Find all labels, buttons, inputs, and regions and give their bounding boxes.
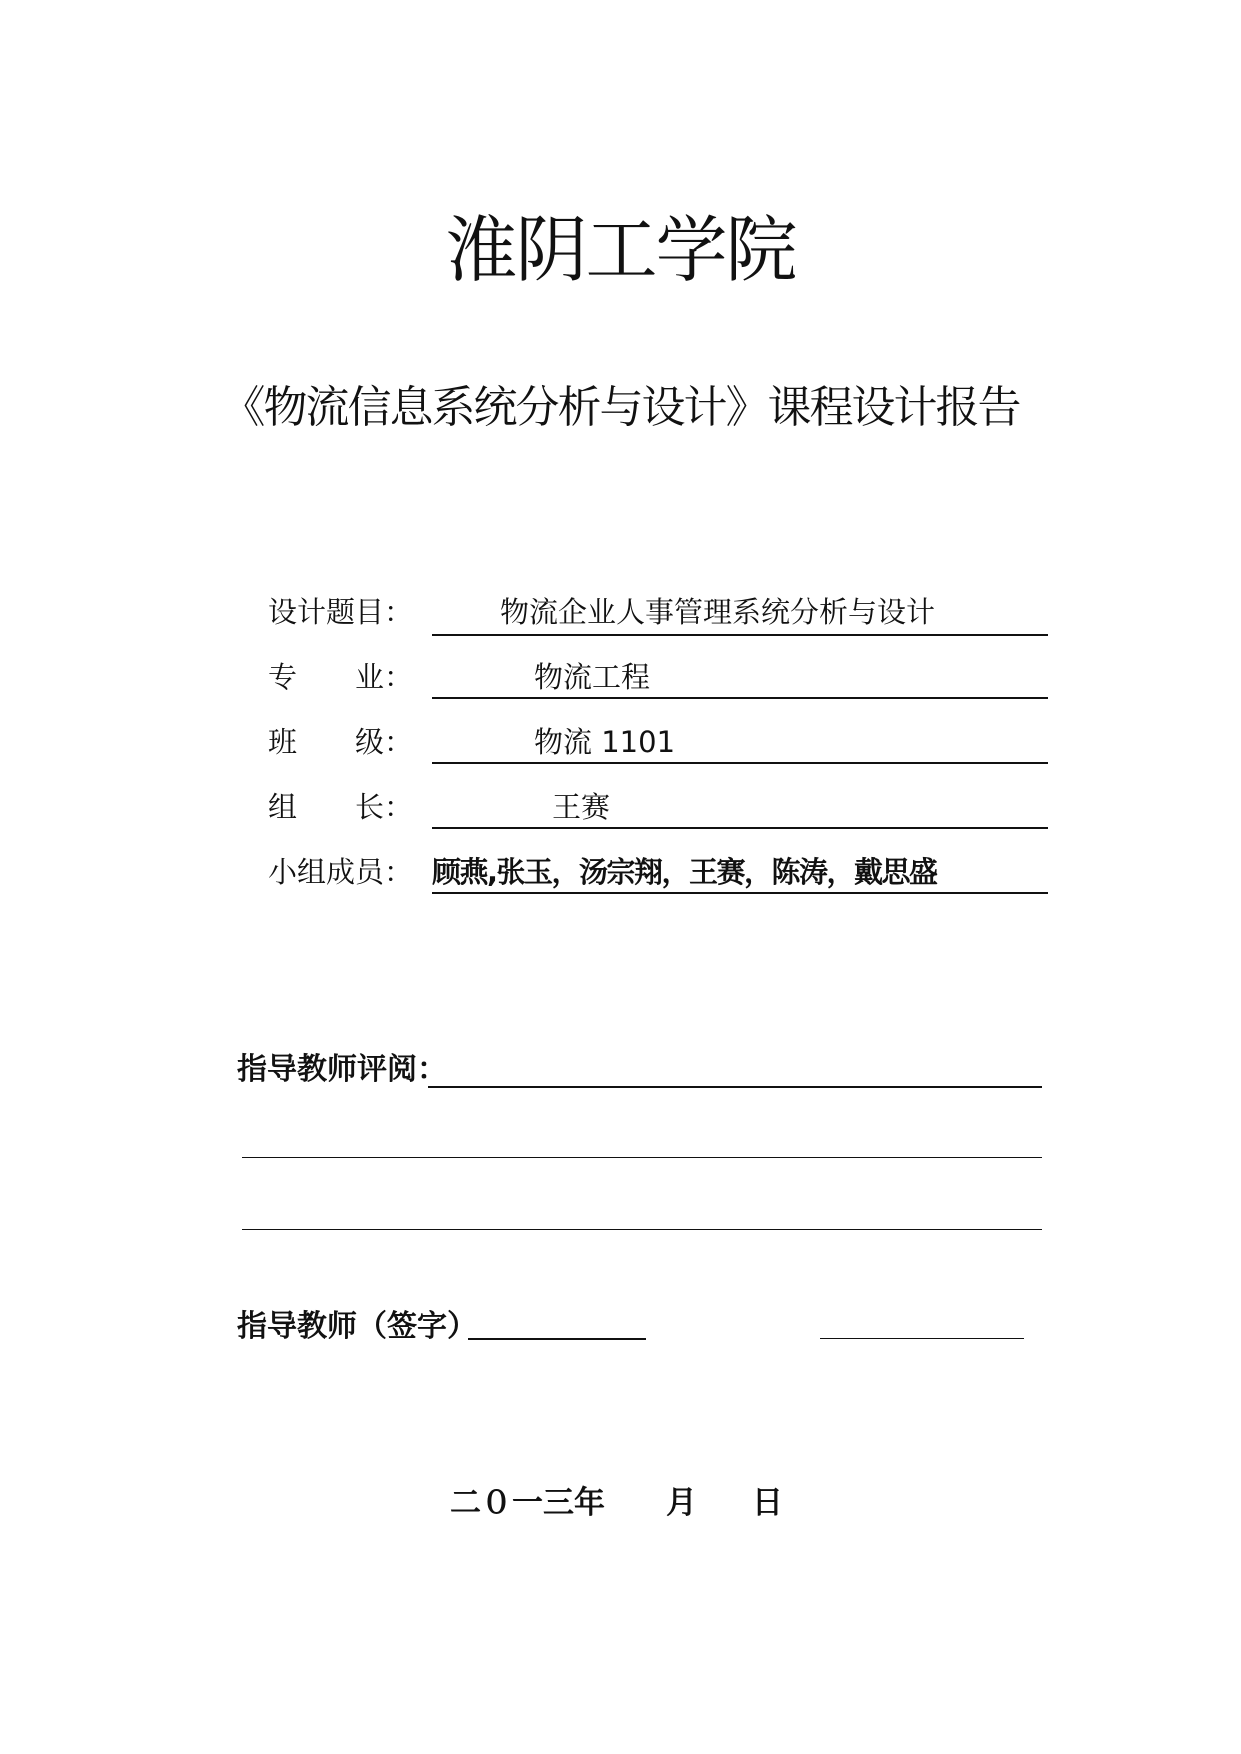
date-year: 二０一三年	[450, 1485, 605, 1521]
underline	[432, 634, 1048, 636]
date-month: 月	[666, 1485, 697, 1521]
field-label: 班 级：	[268, 725, 414, 759]
underline	[432, 697, 1048, 699]
review-line-2	[242, 1157, 1042, 1158]
field-label: 设计题目：	[268, 595, 414, 629]
signature-date-line	[820, 1338, 1024, 1339]
field-major	[268, 655, 1048, 703]
underline	[432, 762, 1048, 764]
report-title: 《物流信息系统分析与设计》课程设计报告	[221, 382, 1020, 433]
review-line-3	[242, 1229, 1042, 1230]
field-label: 专 业：	[268, 660, 414, 694]
field-value: 王赛	[552, 790, 611, 824]
field-class	[268, 720, 1048, 768]
field-design-topic	[268, 590, 1048, 638]
field-value: 物流工程	[534, 660, 651, 694]
teacher-review-label: 指导教师评阅：	[237, 1052, 447, 1087]
signature-line	[468, 1338, 646, 1340]
field-label: 组 长：	[268, 790, 414, 824]
date-day: 日	[752, 1485, 783, 1521]
teacher-signature-label: 指导教师（签字）	[237, 1309, 477, 1344]
underline	[432, 827, 1048, 829]
underline	[432, 892, 1048, 894]
university-name: 淮阴工学院	[445, 208, 796, 292]
field-value: 物流企业人事管理系统分析与设计	[500, 595, 936, 629]
field-value: 物流 1101	[534, 725, 676, 759]
field-team-members	[268, 850, 1048, 898]
field-label: 小组成员：	[268, 855, 414, 889]
review-line-1	[428, 1086, 1042, 1088]
field-value: 顾燕,张玉，汤宗翔，王赛，陈涛，戴思盛	[432, 855, 937, 889]
field-team-leader	[268, 785, 1048, 833]
